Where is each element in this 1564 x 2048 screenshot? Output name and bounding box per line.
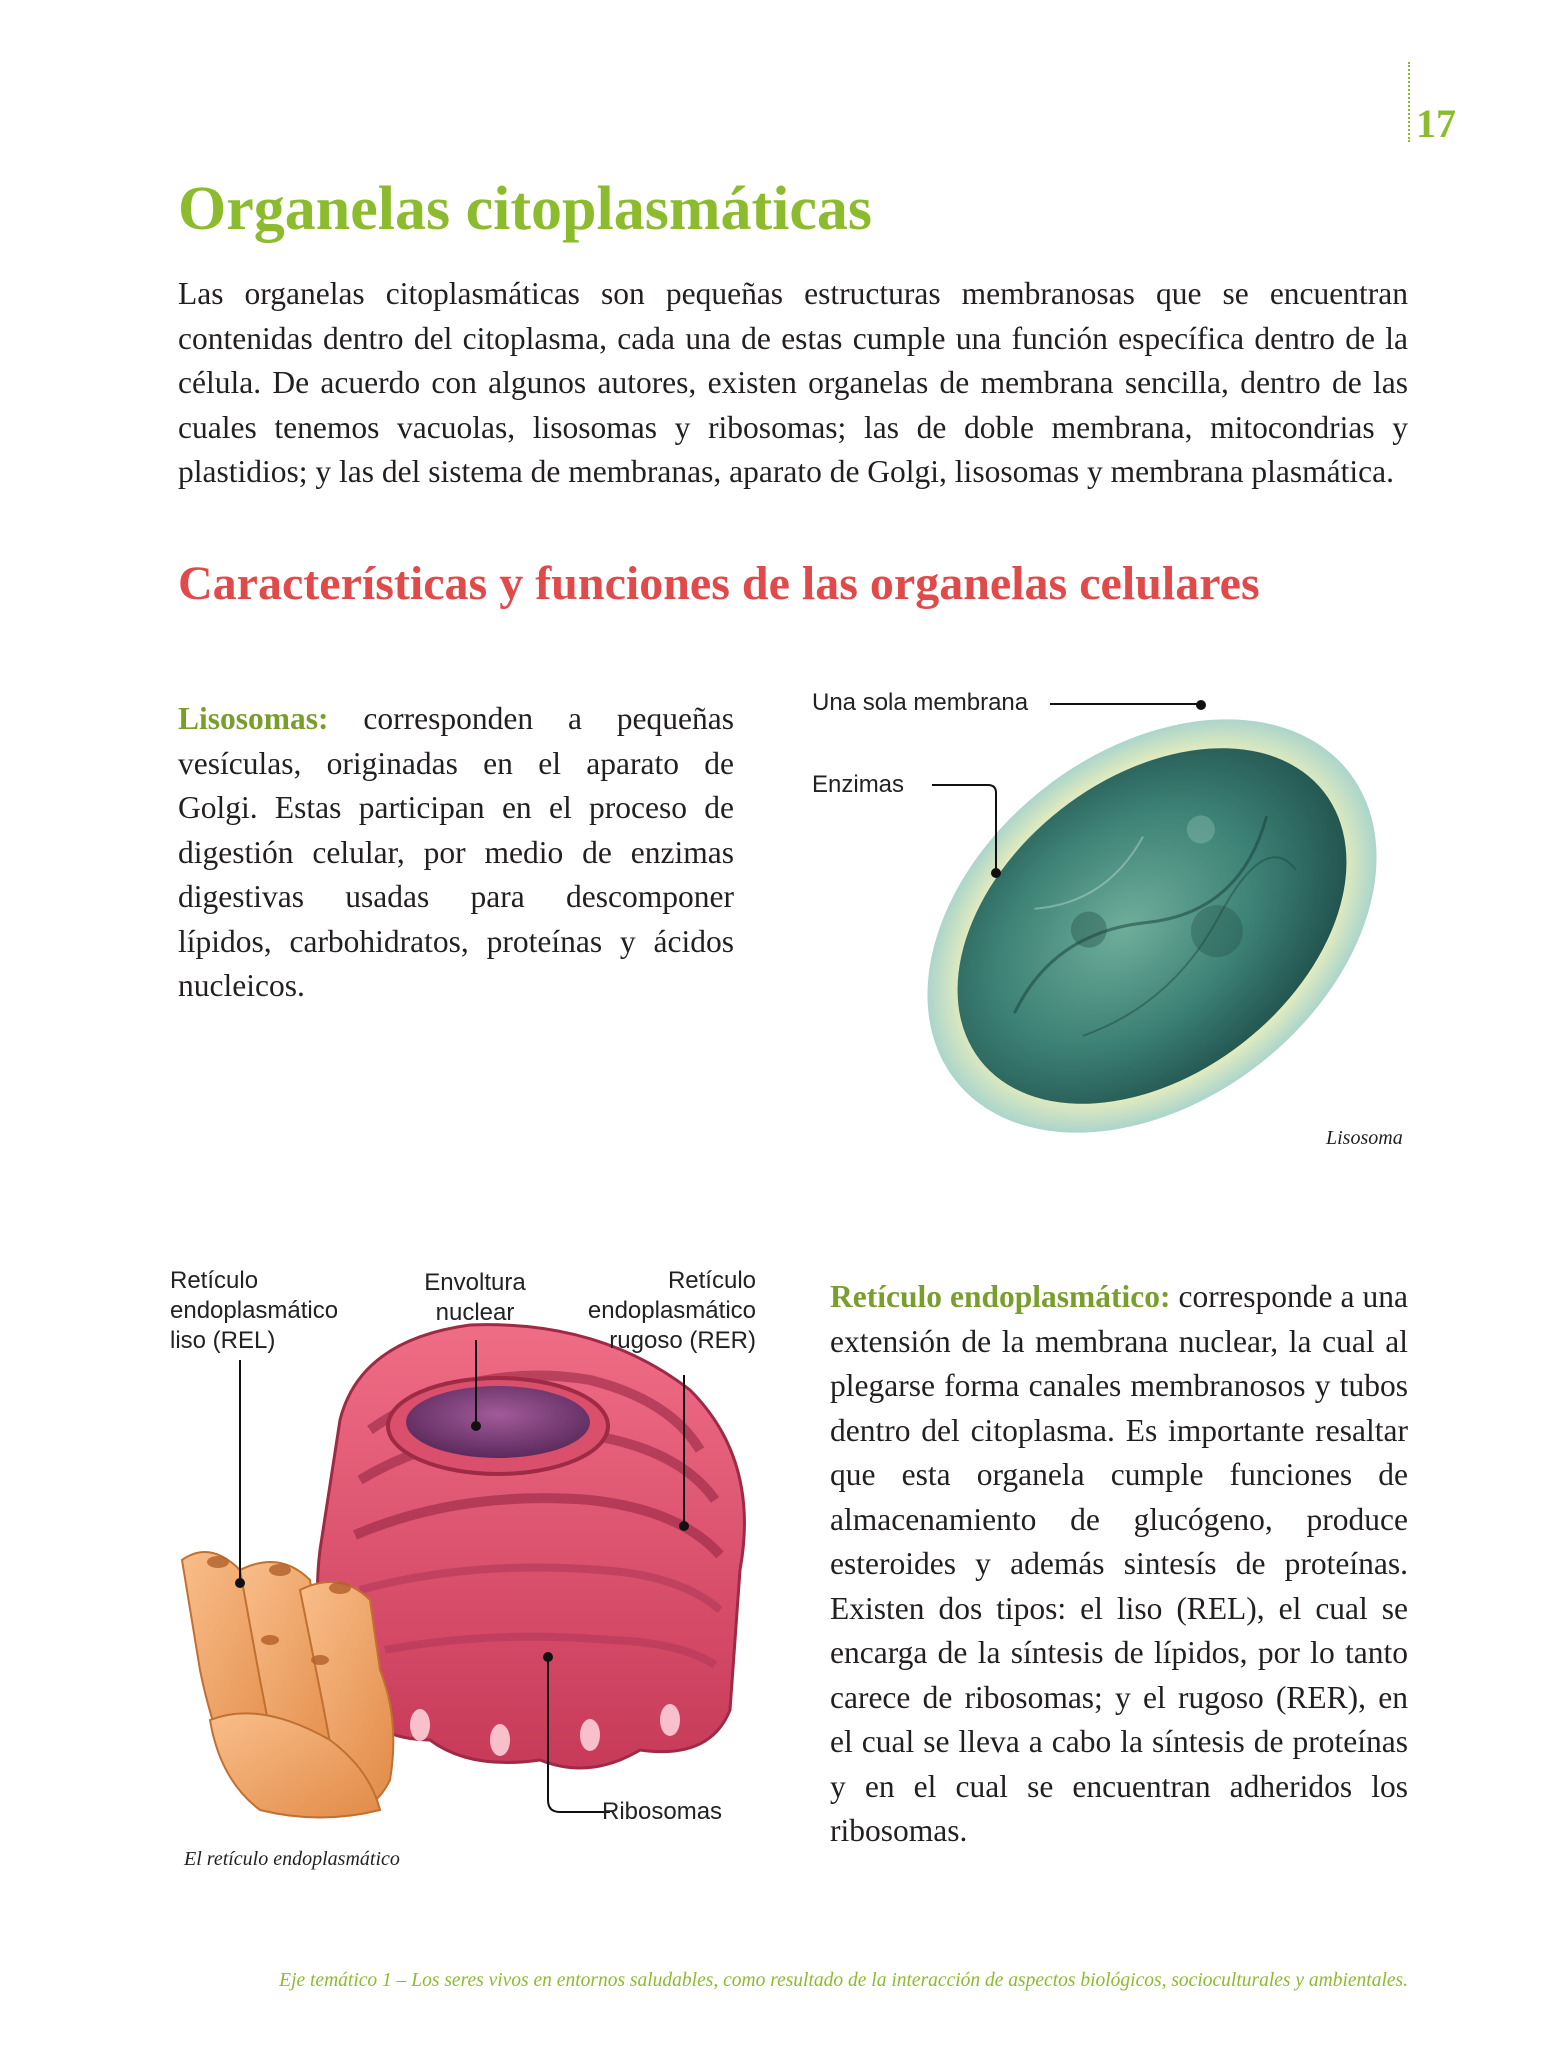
label-rel: Retículo endoplasmático liso (REL)	[170, 1267, 339, 1354]
section-title: Características y funciones de las organelas celulares	[178, 557, 1260, 610]
label-enzymes: Enzimas	[812, 771, 905, 798]
lysosome-paragraph	[178, 697, 734, 1009]
label-single-membrane: Una sola membrana	[812, 689, 1029, 716]
er-description: corresponde a una extensión de la membrana nuclear, la cual al plegarse forma canales membranosos y tubos dentro del citoplasma. Es importante resaltar que esta organela cumple funciones de almacenamiento de glucógeno, produce esteroides y además sintesís de proteínas. Existen dos tipos: el liso (REL), el cual se encarga de la síntesis de lípidos, por lo tanto carece de ribosomas; y el rugoso (RER), en el cual se lleva a cabo la síntesis de proteínas y en el cual se encuentran adheridos los ribosomas.	[830, 1279, 1408, 1848]
lysosome-caption: Lisosoma	[1326, 1127, 1403, 1149]
er-term: Retículo endoplasmático:	[830, 1279, 1171, 1314]
lysosome-illustration	[870, 670, 1410, 1150]
intro-paragraph: Las organelas citoplasmáticas son pequeñas estructuras membranosas que se encuentran contenidas dentro del citoplasma, cada una de estas cumple una función específica dentro de la célula. De acuerdo con algunos autores, existen organelas de membrana sencilla, dentro de las cuales tenemos vacuolas, lisosomas y ribosomas; las de doble membrana, mitocondrias y plastidios; y las del sistema de membranas, aparato de Golgi, lisosomas y membrana plasmática.	[178, 276, 1408, 489]
er-paragraph	[830, 1275, 1408, 1854]
lysosome-description: corresponden a pequeñas vesículas, originadas en el aparato de Golgi. Estas participan en el proceso de digestión celular, por medio de enzimas digestivas usadas para descomponer lípidos, carbohidratos, proteínas y ácidos nucleicos.	[178, 701, 735, 1003]
page-footer: Eje temático 1 – Los seres vivos en entornos saludables, como resultado de la interacción de aspectos biológicos, socioculturales y ambientales.	[279, 1970, 1408, 1991]
label-rer: Retículo endoplasmático rugoso (RER)	[587, 1267, 756, 1354]
rel-tubes	[182, 1552, 393, 1818]
label-ribosomes: Ribosomas	[602, 1798, 723, 1825]
er-caption: El retículo endoplasmático	[184, 1848, 400, 1870]
page-number: 17	[1416, 101, 1456, 146]
label-nuclear-envelope: Envoltura nuclear	[424, 1269, 526, 1326]
lysosome-term: Lisosomas:	[178, 701, 329, 736]
nucleus	[406, 1386, 590, 1458]
page-number-rule	[1408, 62, 1410, 142]
page-title: Organelas citoplasmáticas	[178, 175, 872, 243]
